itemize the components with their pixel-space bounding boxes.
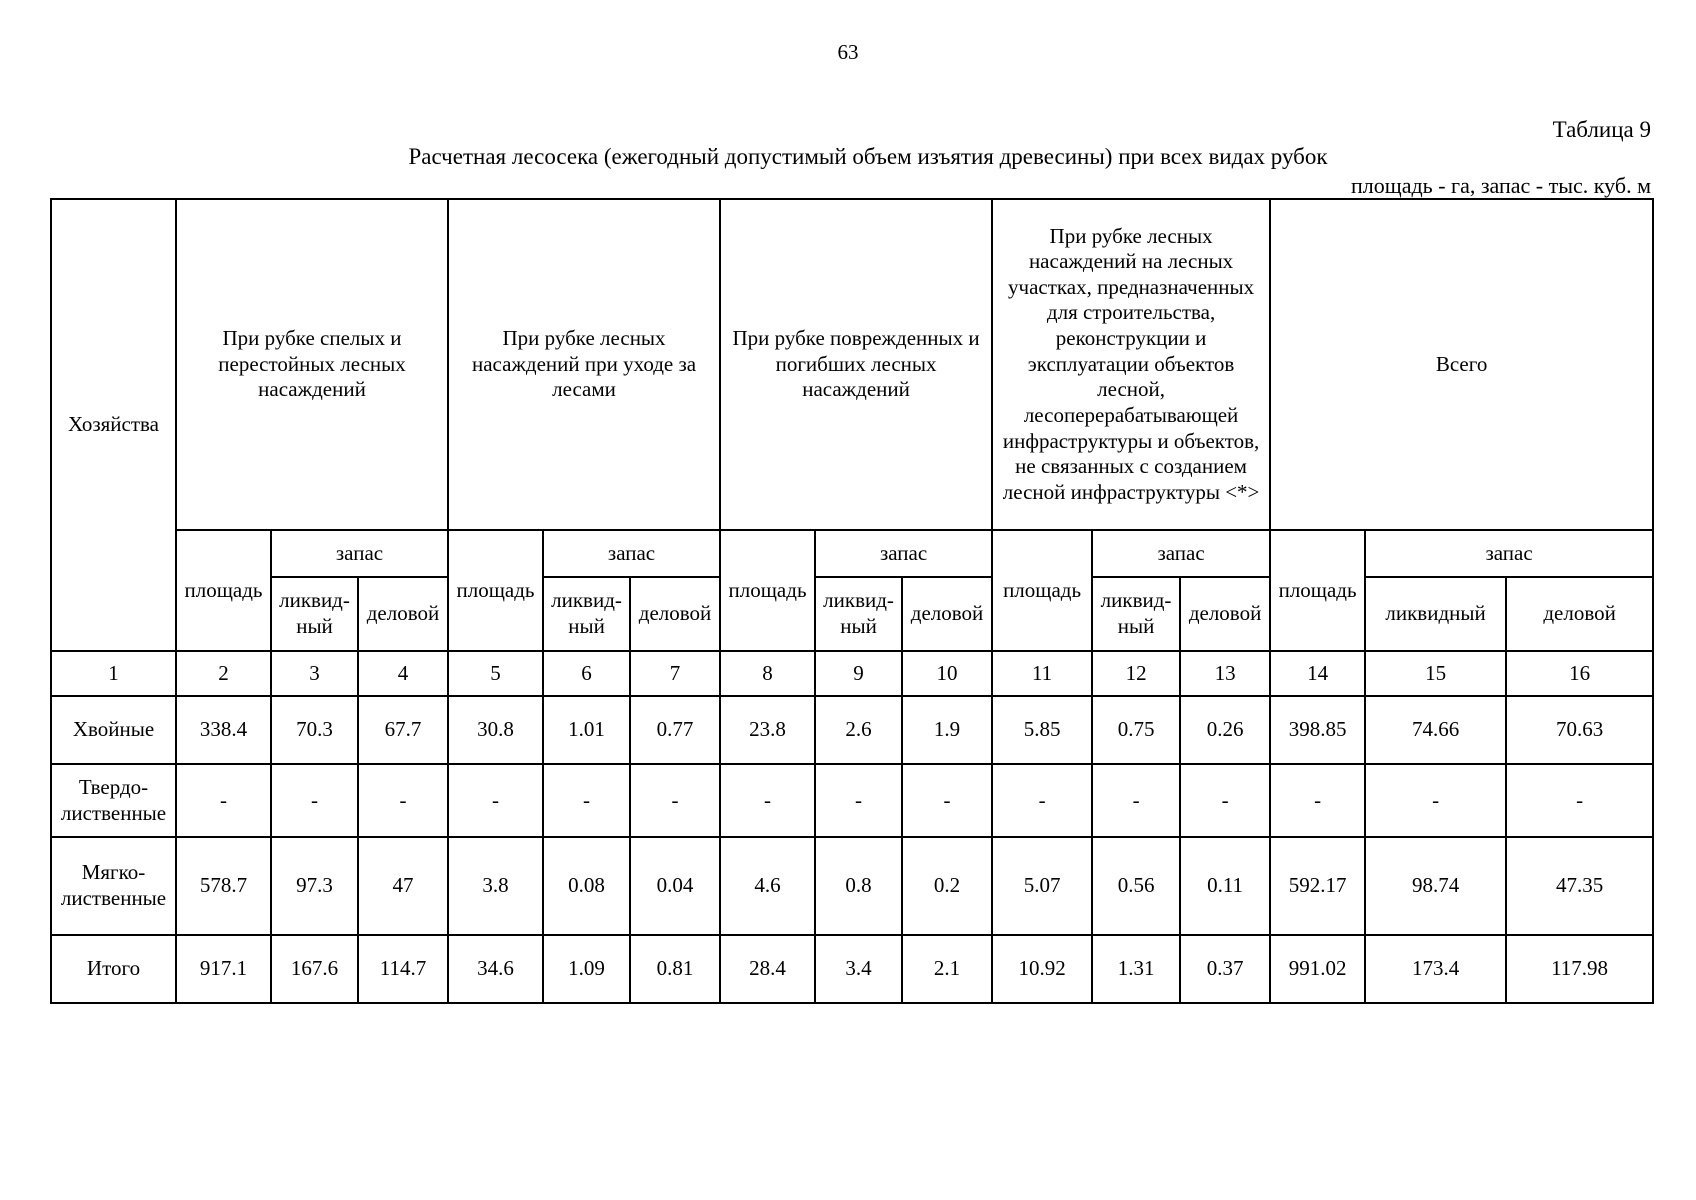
- table-cell: -: [543, 764, 630, 837]
- column-number-row: [51, 651, 1653, 696]
- table-cell: 0.37: [1180, 935, 1270, 1003]
- area-header: площадь: [992, 530, 1092, 651]
- group-header-care: При рубке лесных насаждений при уходе за лесами: [448, 199, 720, 530]
- table-cell: 0.81: [630, 935, 720, 1003]
- households-header: Хозяйства: [51, 199, 176, 651]
- column-number: 13: [1180, 651, 1270, 696]
- liquid-header: ликвид-ный: [271, 577, 358, 651]
- column-number: 4: [358, 651, 448, 696]
- table-cell: -: [815, 764, 902, 837]
- table-cell: 0.75: [1092, 696, 1180, 764]
- table-cell: 0.11: [1180, 837, 1270, 935]
- table-cell: -: [1180, 764, 1270, 837]
- area-header: площадь: [720, 530, 815, 651]
- stock-header: запас: [815, 530, 992, 577]
- table-cell: 0.77: [630, 696, 720, 764]
- group-header-damaged: При рубке поврежденных и погибших лесных насаждений: [720, 199, 992, 530]
- table-cell: 114.7: [358, 935, 448, 1003]
- table-cell: 0.8: [815, 837, 902, 935]
- column-number: 3: [271, 651, 358, 696]
- business-header: деловой: [630, 577, 720, 651]
- table-cell: -: [1365, 764, 1506, 837]
- table-cell: -: [630, 764, 720, 837]
- table-cell: 917.1: [176, 935, 271, 1003]
- column-number: 11: [992, 651, 1092, 696]
- document-title: Расчетная лесосека (ежегодный допустимый объем изъятия древесины) при всех видах рубок: [408, 144, 1328, 169]
- table-cell: 0.2: [902, 837, 992, 935]
- table-cell: 47.35: [1506, 837, 1653, 935]
- header-row-subcolumns: [51, 577, 1653, 651]
- column-number: 16: [1506, 651, 1653, 696]
- table-cell: -: [176, 764, 271, 837]
- row-label: Итого: [51, 935, 176, 1003]
- table-cell: 67.7: [358, 696, 448, 764]
- column-number: 10: [902, 651, 992, 696]
- group-header-mature: При рубке спелых и перестойных лесных насаждений: [176, 199, 448, 530]
- business-header: деловой: [358, 577, 448, 651]
- table-cell: 0.04: [630, 837, 720, 935]
- table-row-hardwood: [51, 764, 1653, 837]
- table-cell: -: [992, 764, 1092, 837]
- table-cell: 578.7: [176, 837, 271, 935]
- column-number: 1: [51, 651, 176, 696]
- table-label: Таблица 9: [1552, 117, 1651, 142]
- table-cell: 1.09: [543, 935, 630, 1003]
- table-cell: 2.6: [815, 696, 902, 764]
- column-number: 9: [815, 651, 902, 696]
- stock-header: запас: [271, 530, 448, 577]
- allowable-cut-table: [50, 198, 1654, 1004]
- table-cell: 991.02: [1270, 935, 1365, 1003]
- column-number: 7: [630, 651, 720, 696]
- table-cell: 592.17: [1270, 837, 1365, 935]
- header-row-groups: [51, 199, 1653, 530]
- table-cell: 3.4: [815, 935, 902, 1003]
- table-cell: -: [720, 764, 815, 837]
- table-cell: -: [358, 764, 448, 837]
- table-cell: 10.92: [992, 935, 1092, 1003]
- table-cell: 167.6: [271, 935, 358, 1003]
- table-cell: 398.85: [1270, 696, 1365, 764]
- liquid-header: ликвидный: [1365, 577, 1506, 651]
- table-cell: 23.8: [720, 696, 815, 764]
- liquid-header: ликвид-ный: [1092, 577, 1180, 651]
- table-cell: 47: [358, 837, 448, 935]
- table-cell: 0.56: [1092, 837, 1180, 935]
- page-number: 63: [837, 40, 859, 64]
- table-cell: 97.3: [271, 837, 358, 935]
- table-cell: -: [1506, 764, 1653, 837]
- table-cell: 173.4: [1365, 935, 1506, 1003]
- table-cell: 3.8: [448, 837, 543, 935]
- column-number: 8: [720, 651, 815, 696]
- table-cell: 5.85: [992, 696, 1092, 764]
- area-header: площадь: [176, 530, 271, 651]
- table-cell: 98.74: [1365, 837, 1506, 935]
- row-label: Хвойные: [51, 696, 176, 764]
- table-cell: 0.08: [543, 837, 630, 935]
- column-number: 15: [1365, 651, 1506, 696]
- table-cell: -: [1092, 764, 1180, 837]
- table-row-coniferous: [51, 696, 1653, 764]
- table-cell: 34.6: [448, 935, 543, 1003]
- row-label: Мягко-лиственные: [51, 837, 176, 935]
- area-header: площадь: [448, 530, 543, 651]
- header-row-stock: [51, 530, 1653, 577]
- table-cell: -: [1270, 764, 1365, 837]
- table-cell: -: [448, 764, 543, 837]
- table-cell: 0.26: [1180, 696, 1270, 764]
- group-header-total: Всего: [1270, 199, 1653, 530]
- table-cell: 1.01: [543, 696, 630, 764]
- stock-header: запас: [543, 530, 720, 577]
- liquid-header: ликвид-ный: [815, 577, 902, 651]
- table-cell: 117.98: [1506, 935, 1653, 1003]
- table-cell: 28.4: [720, 935, 815, 1003]
- column-number: 12: [1092, 651, 1180, 696]
- liquid-header: ликвид-ный: [543, 577, 630, 651]
- units-note: площадь - га, запас - тыс. куб. м: [1351, 173, 1651, 198]
- table-cell: 30.8: [448, 696, 543, 764]
- area-header: площадь: [1270, 530, 1365, 651]
- table-cell: 1.9: [902, 696, 992, 764]
- table-cell: 70.3: [271, 696, 358, 764]
- table-cell: 338.4: [176, 696, 271, 764]
- column-number: 2: [176, 651, 271, 696]
- column-number: 5: [448, 651, 543, 696]
- business-header: деловой: [1506, 577, 1653, 651]
- table-cell: 5.07: [992, 837, 1092, 935]
- table-cell: -: [271, 764, 358, 837]
- table-cell: 4.6: [720, 837, 815, 935]
- table-row-softwood: [51, 837, 1653, 935]
- column-number: 6: [543, 651, 630, 696]
- group-header-infrastructure: При рубке лесных насаждений на лесных участках, предназначенных для строительства, реконструкции и эксплуатации объектов лесной, лесоперерабатывающей инфраструктуры и объектов, не связанных с созданием лесной инфраструктуры <*>: [992, 199, 1270, 530]
- row-label: Твердо-лиственные: [51, 764, 176, 837]
- column-number: 14: [1270, 651, 1365, 696]
- table-row-total: [51, 935, 1653, 1003]
- table-cell: -: [902, 764, 992, 837]
- table-cell: 2.1: [902, 935, 992, 1003]
- table-cell: 1.31: [1092, 935, 1180, 1003]
- business-header: деловой: [1180, 577, 1270, 651]
- table-cell: 74.66: [1365, 696, 1506, 764]
- stock-header: запас: [1365, 530, 1653, 577]
- table-cell: 70.63: [1506, 696, 1653, 764]
- stock-header: запас: [1092, 530, 1270, 577]
- business-header: деловой: [902, 577, 992, 651]
